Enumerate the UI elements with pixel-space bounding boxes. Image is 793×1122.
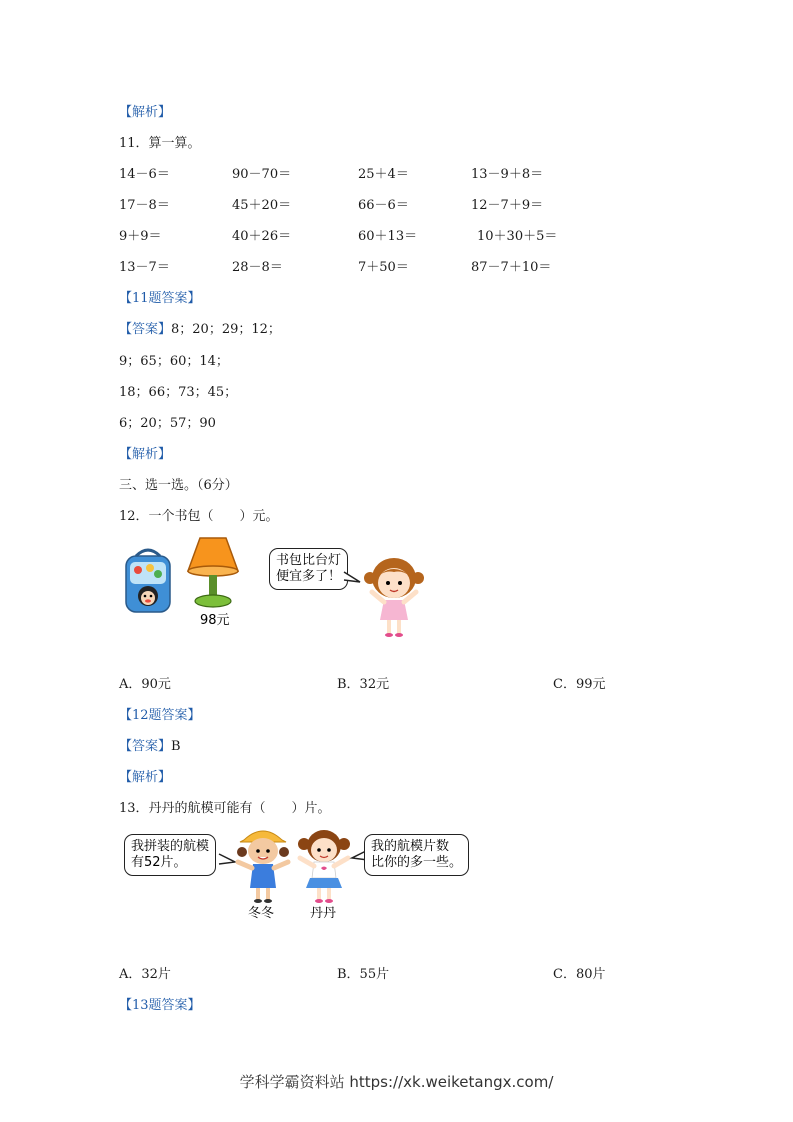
speech-bubble-left: 我拼装的航模 有52片。 xyxy=(124,834,216,876)
calc-cell: 60＋13＝ xyxy=(358,229,418,244)
calc-cell: 10＋30＋5＝ xyxy=(477,229,558,244)
speech-bubble-right: 我的航模片数 比你的多一些。 xyxy=(364,834,469,876)
answer-label: 【答案】 xyxy=(119,739,172,754)
table-lamp-icon xyxy=(186,535,240,609)
q11-answer-heading: 【11题答案】 xyxy=(119,291,201,306)
q12-option-a: A．90元 xyxy=(119,677,171,692)
calc-cell: 7＋50＝ xyxy=(358,260,409,275)
girl-icon xyxy=(296,824,352,904)
q12-answer-heading: 【12题答案】 xyxy=(119,708,201,723)
q13-option-c: C．80片 xyxy=(553,967,606,982)
q11-answer-line: 6；20；57；90 xyxy=(119,416,216,431)
calc-cell: 13－7＝ xyxy=(119,260,170,275)
q11-title: 11．算一算。 xyxy=(119,136,201,151)
speech-bubble-tail-icon xyxy=(344,570,364,586)
answer-label: 【答案】 xyxy=(119,322,172,337)
q11-answer-line: 9；65；60；14； xyxy=(119,354,229,369)
answer-value: 8；20；29；12； xyxy=(171,322,281,337)
calc-cell: 40＋26＝ xyxy=(232,229,292,244)
q12-title: 12．一个书包（ ）元。 xyxy=(119,509,279,524)
q12-option-b: B．32元 xyxy=(337,677,390,692)
calc-cell: 17－8＝ xyxy=(119,198,170,213)
q13-title: 13．丹丹的航模可能有（ ）片。 xyxy=(119,801,331,816)
calc-cell: 25＋4＝ xyxy=(358,167,409,182)
calc-cell: 28－8＝ xyxy=(232,260,283,275)
lamp-price-label: 98元 xyxy=(200,613,230,628)
q11-answer-line: 18；66；73；45； xyxy=(119,385,238,400)
q10-analysis: 【解析】 xyxy=(119,105,172,120)
q13-answer-heading: 【13题答案】 xyxy=(119,998,201,1013)
q12-analysis: 【解析】 xyxy=(119,770,172,785)
q11-analysis: 【解析】 xyxy=(119,447,172,462)
name-dongdong: 冬冬 xyxy=(248,906,275,921)
q11-answer-line xyxy=(119,322,281,338)
answer-value: B xyxy=(171,739,181,754)
backpack-icon xyxy=(122,548,174,614)
calc-cell: 45＋20＝ xyxy=(232,198,292,213)
calc-cell: 9＋9＝ xyxy=(119,229,162,244)
speech-bubble: 书包比台灯 便宜多了！ xyxy=(269,548,348,590)
girl-icon xyxy=(364,556,424,638)
calc-cell: 12－7＋9＝ xyxy=(471,198,544,213)
q13-option-b: B．55片 xyxy=(337,967,390,982)
calc-cell: 87－7＋10＝ xyxy=(471,260,552,275)
calc-cell: 66－6＝ xyxy=(358,198,409,213)
calc-cell: 90－70＝ xyxy=(232,167,292,182)
q12-answer-line xyxy=(119,739,181,755)
boy-icon xyxy=(234,824,292,904)
footer-watermark: 学科学霸资料站 https://xk.weiketangx.com/ xyxy=(239,1073,554,1091)
calc-cell: 14－6＝ xyxy=(119,167,170,182)
q13-option-a: A．32片 xyxy=(119,967,171,982)
calc-cell: 13－9＋8＝ xyxy=(471,167,544,182)
q12-option-c: C．99元 xyxy=(553,677,606,692)
name-dandan: 丹丹 xyxy=(310,906,337,921)
section3-title: 三、选一选。（6分） xyxy=(119,478,238,493)
